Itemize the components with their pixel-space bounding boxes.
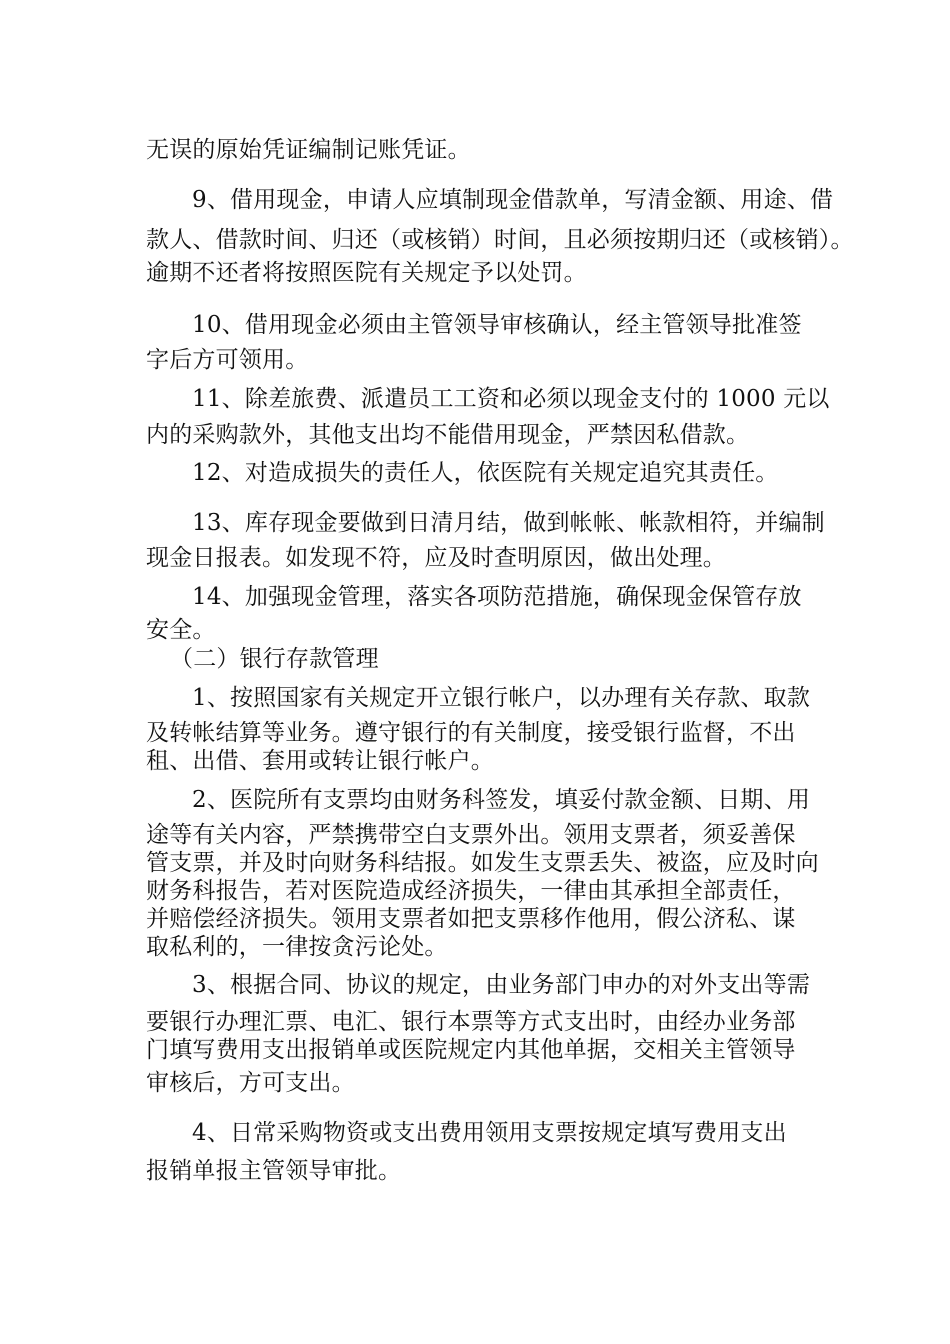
paragraph-9-line-3: 逾期不还者将按照医院有关规定予以处罚。 — [146, 260, 587, 286]
paragraph-3-line-4: 审核后，方可支出。 — [146, 1070, 355, 1096]
paragraph-11-line-1: 11、除差旅费、派遣员工工资和必须以现金支付的 1000 元以 — [192, 386, 830, 412]
paragraph-2-line-4: 财务科报告，若对医院造成经济损失，一律由其承担全部责任， — [146, 878, 796, 904]
paragraph-2-line-2: 途等有关内容，严禁携带空白支票外出。领用支票者，须妥善保 — [146, 822, 796, 848]
paragraph-10-line-1: 10、借用现金必须由主管领导审核确认，经主管领导批准签 — [192, 312, 802, 338]
paragraph-1-line-2: 及转帐结算等业务。遵守银行的有关制度，接受银行监督，不出 — [146, 720, 796, 746]
paragraph-14-line-2: 安全。 — [146, 617, 216, 643]
paragraph-2-line-5: 并赔偿经济损失。领用支票者如把支票移作他用，假公济私、谋 — [146, 906, 796, 932]
paragraph-2-line-6: 取私利的，一律按贪污论处。 — [146, 934, 448, 960]
paragraph-9-line-2: 款人、借款时间、归还（或核销）时间，且必须按期归还（或核销）。 — [146, 227, 854, 253]
paragraph-9-line-1: 9、借用现金，申请人应填制现金借款单，写清金额、用途、借 — [192, 187, 834, 213]
paragraph-12-line-1: 12、对造成损失的责任人，依医院有关规定追究其责任。 — [192, 460, 779, 486]
section-heading: （二）银行存款管理 — [170, 646, 379, 672]
text-line: 无误的原始凭证编制记账凭证。 — [146, 137, 471, 163]
paragraph-13-line-1: 13、库存现金要做到日清月结，做到帐帐、帐款相符，并编制 — [192, 510, 825, 536]
paragraph-2-line-3: 管支票，并及时向财务科结报。如发生支票丢失、被盗，应及时向 — [146, 850, 819, 876]
paragraph-4-line-1: 4、日常采购物资或支出费用领用支票按规定填写费用支出 — [192, 1120, 787, 1146]
paragraph-11-line-2: 内的采购款外，其他支出均不能借用现金，严禁因私借款。 — [146, 422, 750, 448]
paragraph-14-line-1: 14、加强现金管理，落实各项防范措施，确保现金保管存放 — [192, 584, 802, 610]
paragraph-1-line-3: 租、出借、套用或转让银行帐户。 — [146, 748, 494, 774]
paragraph-4-line-2: 报销单报主管领导审批。 — [146, 1158, 402, 1184]
paragraph-1-line-1: 1、按照国家有关规定开立银行帐户，以办理有关存款、取款 — [192, 685, 811, 711]
paragraph-3-line-1: 3、根据合同、协议的规定，由业务部门申办的对外支出等需 — [192, 972, 811, 998]
paragraph-3-line-2: 要银行办理汇票、电汇、银行本票等方式支出时，由经办业务部 — [146, 1009, 796, 1035]
paragraph-3-line-3: 门填写费用支出报销单或医院规定内其他单据，交相关主管领导 — [146, 1037, 796, 1063]
paragraph-13-line-2: 现金日报表。如发现不符，应及时查明原因，做出处理。 — [146, 545, 726, 571]
paragraph-2-line-1: 2、医院所有支票均由财务科签发，填妥付款金额、日期、用 — [192, 787, 811, 813]
paragraph-10-line-2: 字后方可领用。 — [146, 347, 309, 373]
